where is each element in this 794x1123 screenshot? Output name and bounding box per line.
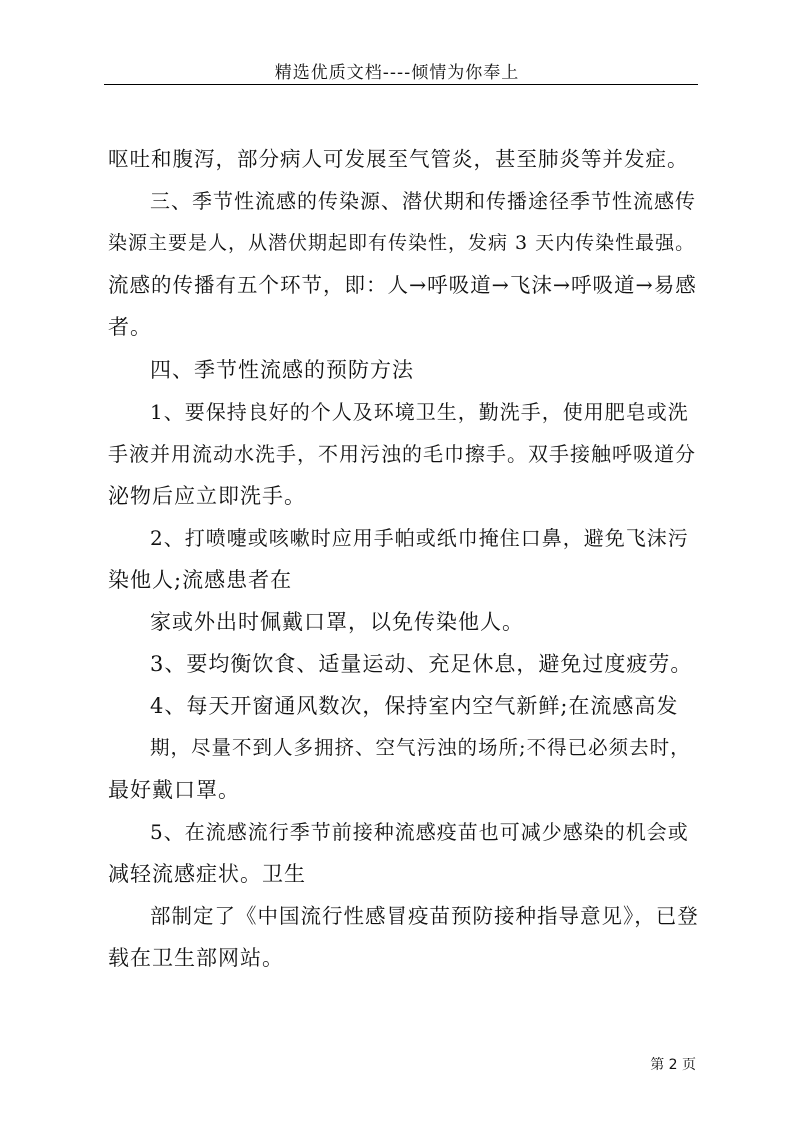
text-line: 四、季节性流感的预防方法 [150,358,414,382]
text-line: 染源主要是人，从潜伏期起即有传染性，发病 3 天内传染性最强。 [108,232,696,254]
text-line: 家或外出时佩戴口罩，以免传染他人。 [150,610,524,634]
text-line: 三、季节性流感的传染源、潜伏期和传播途径季节性流感传 [150,189,696,213]
text-line: 载在卫生部网站。 [108,946,284,970]
text-line: 1、要保持良好的个人及环境卫生，勤洗手，使用肥皂或洗 [150,400,689,424]
text-line: 泌物后应立即洗手。 [108,484,306,508]
text-line: 染他人;流感患者在 [108,568,293,592]
text-line: 5、在流感流行季节前接种流感疫苗也可减少感染的机会或 [150,820,689,844]
page-number: 第 2 页 [650,1057,696,1073]
text-line: 部制定了《中国流行性感冒疫苗预防接种指导意见》，已登 [150,904,699,928]
header-divider [104,84,698,85]
text-line: 3、要均衡饮食、适量运动、充足休息，避免过度疲劳。 [150,652,693,676]
text-line: 减轻流感症状。卫生 [108,862,306,886]
text-line: 期，尽量不到人多拥挤、空气污浊的场所;不得已必须去时， [150,736,691,759]
text-line: 2、打喷嚏或咳嗽时应用手帕或纸巾掩住口鼻，避免飞沫污 [150,526,689,550]
text-line: 手液并用流动水洗手，不用污浊的毛巾擦手。双手接触呼吸道分 [108,442,696,466]
text-line: 最好戴口罩。 [108,778,240,802]
page-header-title: 精选优质文档----倾情为你奉上 [274,63,520,83]
text-line: 呕吐和腹泻，部分病人可发展至气管炎，甚至肺炎等并发症。 [108,147,689,171]
text-line: 4、每天开窗通风数次，保持室内空气新鲜;在流感高发 [150,694,679,718]
text-line: 流感的传播有五个环节，即：人→呼吸道→飞沫→呼吸道→易感 [108,273,697,297]
text-line: 者。 [108,315,152,339]
